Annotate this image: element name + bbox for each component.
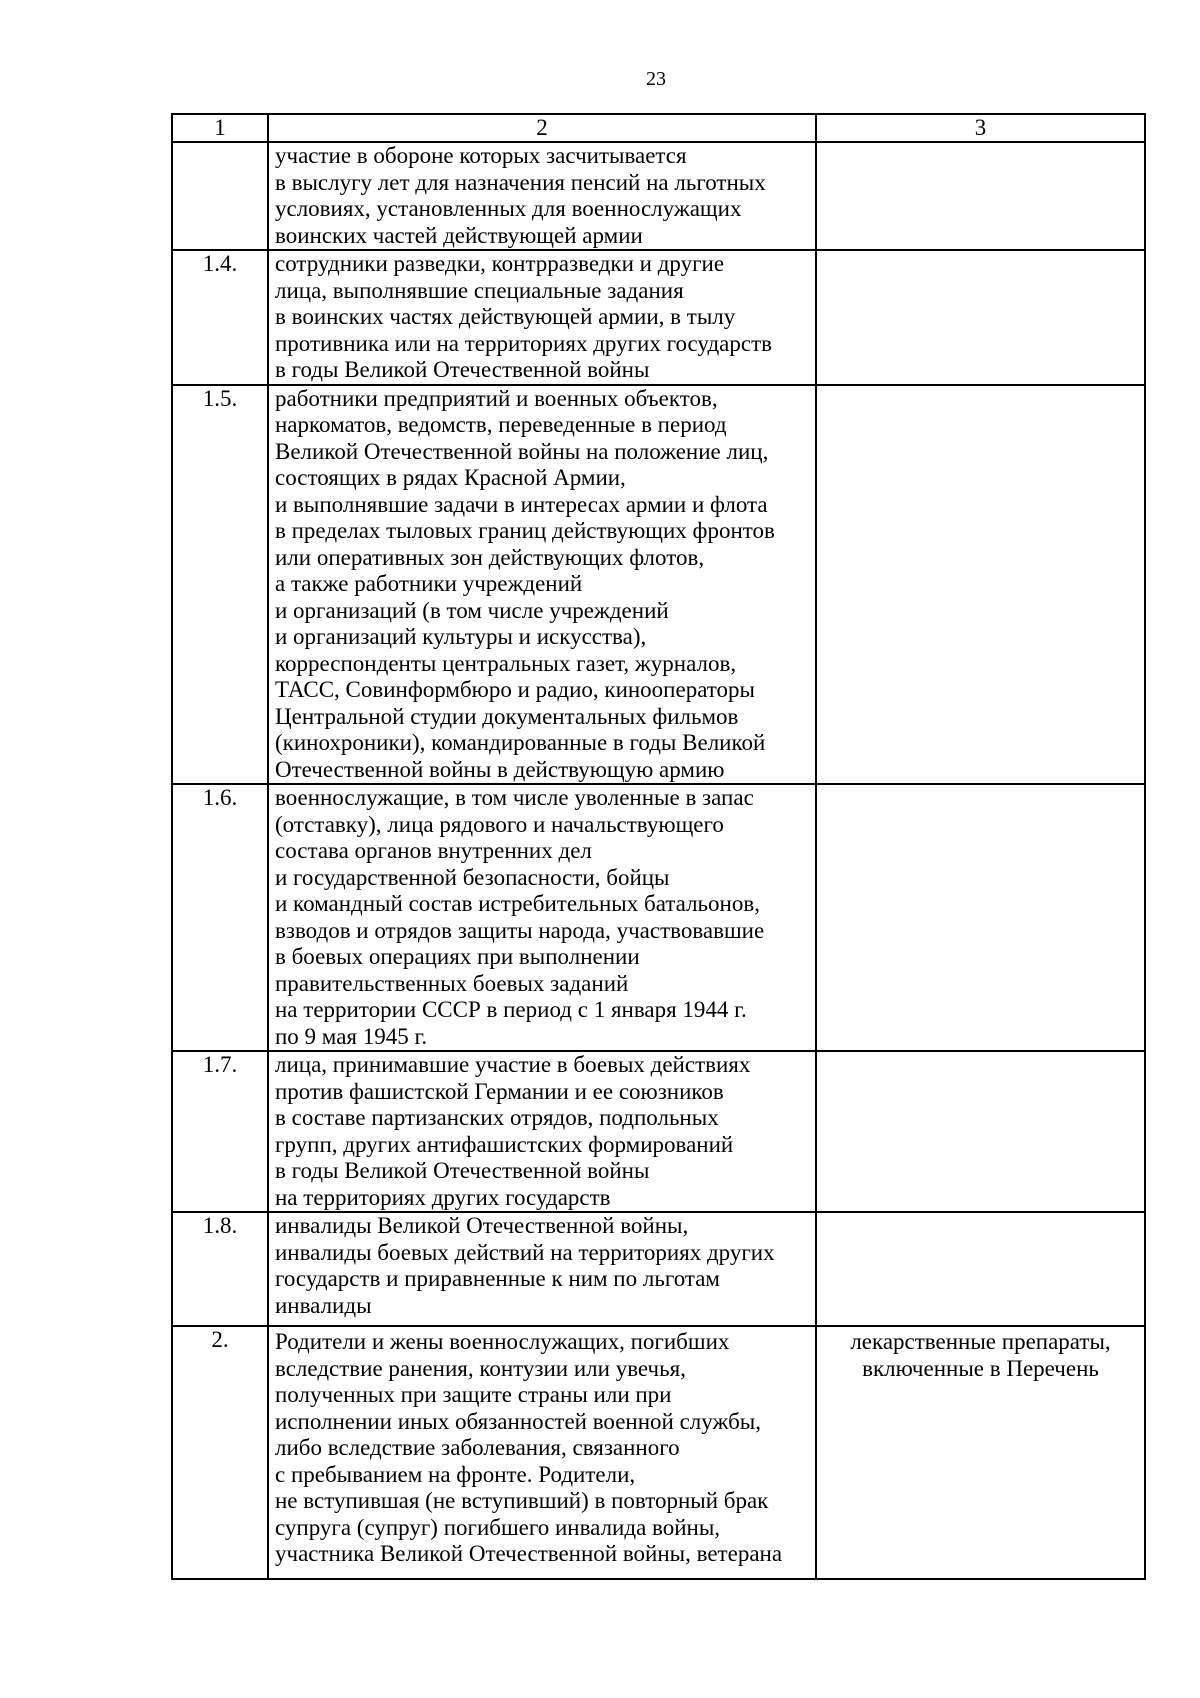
column-header-3: 3: [816, 114, 1145, 142]
row-number: 1.8.: [172, 1212, 268, 1326]
row-drugs: [816, 1051, 1145, 1212]
row-number: 1.7.: [172, 1051, 268, 1212]
table-row: [172, 142, 1145, 250]
row-description: участие в обороне которых засчитывается в выслугу лет для назначения пенсий на льготных условиях, установленных для военнослужащих воинских частей действующей армии: [268, 142, 816, 250]
column-header-1: 1: [172, 114, 268, 142]
row-drugs: [816, 1212, 1145, 1326]
table-row: [172, 385, 1145, 785]
row-description: военнослужащие, в том числе уволенные в запас (отставку), лица рядового и начальствующего состава органов внутренних дел и государственной безопасности, бойцы и командный состав истребительных батальонов, взводов и отрядов защиты народа, участвовавшие в боевых операциях при выполнении правительственных боевых заданий на территории СССР в период с 1 января 1944 г. по 9 мая 1945 г.: [268, 784, 816, 1051]
table-row: [172, 1051, 1145, 1212]
row-description: лица, принимавшие участие в боевых действиях против фашистской Германии и ее союзников в составе партизанских отрядов, подпольных групп, других антифашистских формирований в годы Великой Отечественной войны на территориях других государств: [268, 1051, 816, 1212]
row-drugs: [816, 142, 1145, 250]
table-header-row: [172, 114, 1145, 142]
row-number: 2.: [172, 1326, 268, 1579]
row-drugs: [816, 250, 1145, 385]
row-number: 1.4.: [172, 250, 268, 385]
row-drugs: [816, 385, 1145, 785]
column-header-2: 2: [268, 114, 816, 142]
table-row: [172, 784, 1145, 1051]
benefits-table: [171, 113, 1146, 1580]
row-description: инвалиды Великой Отечественной войны, инвалиды боевых действий на территориях других государств и приравненные к ним по льготам инвалиды: [268, 1212, 816, 1326]
page-number: 23: [646, 68, 666, 90]
row-number: 1.6.: [172, 784, 268, 1051]
row-description: работники предприятий и военных объектов, наркоматов, ведомств, переведенные в период Великой Отечественной войны на положение лиц, состоящих в рядах Красной Армии, и выполнявшие задачи в интересах армии и флота в пределах тыловых границ действующих фронтов или оперативных зон действующих флотов, а также работники учреждений и организаций (в том числе учреждений и организаций культуры и искусства), корреспонденты центральных газет, журналов, ТАСС, Совинформбюро и радио, кинооператоры Центральной студии документальных фильмов (кинохроники), командированные в годы Великой Отечественной войны в действующую армию: [268, 385, 816, 785]
table-row: [172, 1212, 1145, 1326]
table-row: [172, 250, 1145, 385]
row-number: 1.5.: [172, 385, 268, 785]
row-description: сотрудники разведки, контрразведки и другие лица, выполнявшие специальные задания в воинских частях действующей армии, в тылу противника или на территориях других государств в годы Великой Отечественной войны: [268, 250, 816, 385]
row-drugs: лекарственные препараты, включенные в Перечень: [816, 1326, 1145, 1579]
row-drugs: [816, 784, 1145, 1051]
row-number: [172, 142, 268, 250]
row-description: Родители и жены военнослужащих, погибших вследствие ранения, контузии или увечья, полученных при защите страны или при исполнении иных обязанностей военной службы, либо вследствие заболевания, связанного с пребыванием на фронте. Родители, не вступившая (не вступивший) в повторный брак супруга (супруг) погибшего инвалида войны, участника Великой Отечественной войны, ветерана: [268, 1326, 816, 1579]
table-row: [172, 1326, 1145, 1579]
